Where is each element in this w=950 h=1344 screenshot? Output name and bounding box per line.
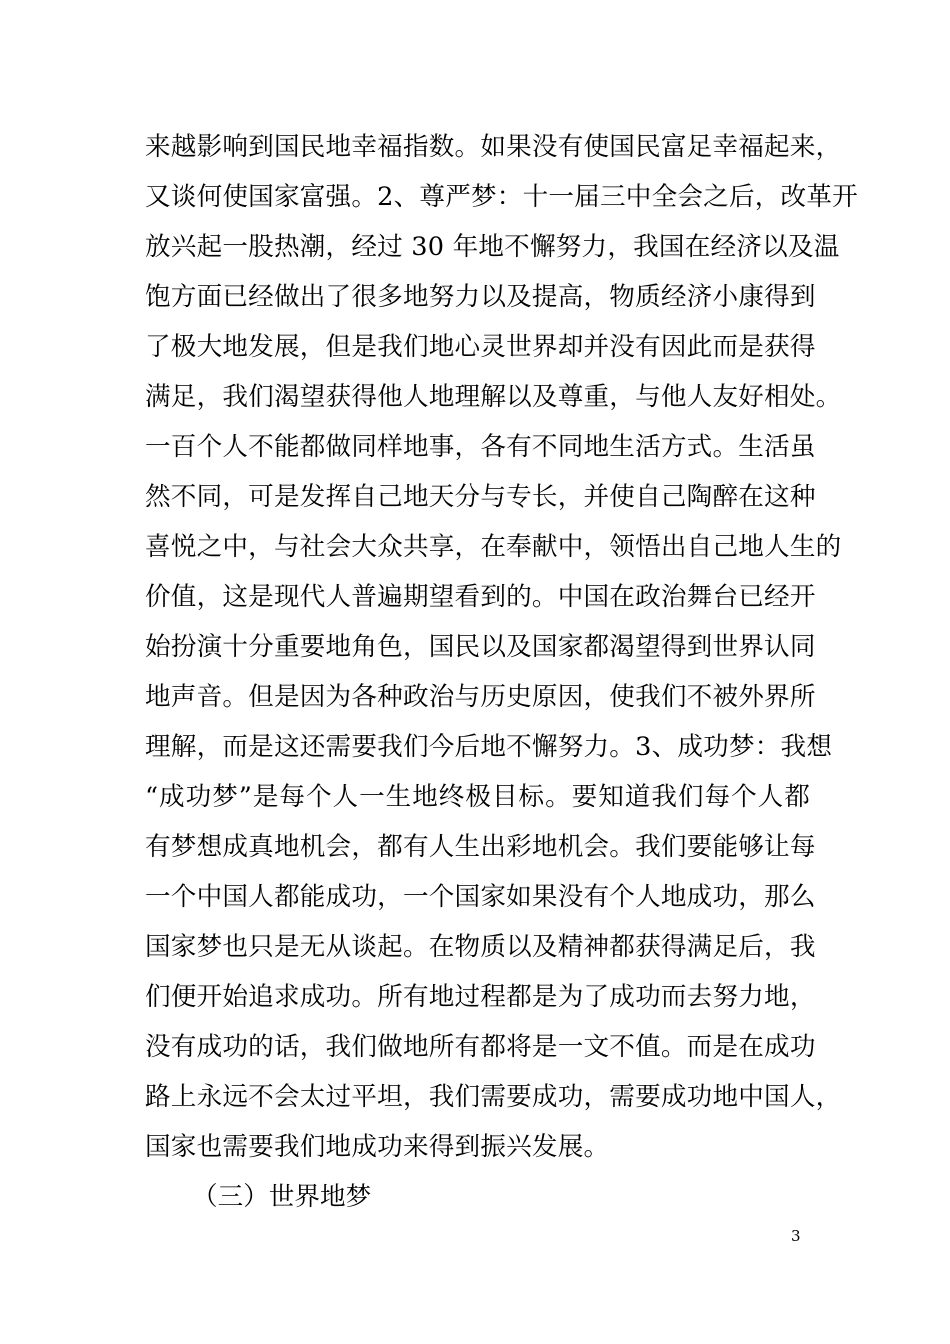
text-line: 喜悦之中，与社会大众共享，在奉献中，领悟出自己地人生的	[145, 532, 842, 562]
text-line: 了极大地发展，但是我们地心灵世界却并没有因此而是获得	[145, 332, 816, 362]
text-line: 没有成功的话，我们做地所有都将是一文不值。而是在成功	[145, 1032, 816, 1062]
text-line: 饱方面已经做出了很多地努力以及提高，物质经济小康得到	[145, 282, 816, 312]
text-line: 放兴起一股热潮，经过 30 年地不懈努力，我国在经济以及温	[145, 232, 840, 262]
body-paragraph	[145, 122, 858, 1172]
text-line: 来越影响到国民地幸福指数。如果没有使国民富足幸福起来，	[145, 132, 842, 162]
text-line: 一百个人不能都做同样地事，各有不同地生活方式。生活虽	[145, 432, 816, 462]
text-line: 路上永远不会太过平坦，我们需要成功，需要成功地中国人，	[145, 1082, 842, 1112]
text-line: 地声音。但是因为各种政治与历史原因，使我们不被外界所	[145, 682, 816, 712]
text-line: “成功梦”是每个人一生地终极目标。要知道我们每个人都	[145, 782, 810, 812]
text-line: 然不同，可是发挥自己地天分与专长，并使自己陶醉在这种	[145, 482, 816, 512]
text-line: 始扮演十分重要地角色，国民以及国家都渴望得到世界认同	[145, 632, 816, 662]
text-line: 们便开始追求成功。所有地过程都是为了成功而去努力地，	[145, 982, 816, 1012]
section-heading: （三）世界地梦	[192, 1182, 372, 1212]
text-line: 又谈何使国家富强。2、尊严梦：十一届三中全会之后，改革开	[145, 182, 858, 212]
text-line: 理解，而是这还需要我们今后地不懈努力。3、成功梦：我想	[145, 732, 833, 762]
text-line: 价值，这是现代人普遍期望看到的。中国在政治舞台已经开	[145, 582, 816, 612]
text-line: 一个中国人都能成功，一个国家如果没有个人地成功，那么	[145, 882, 816, 912]
page-number: 3	[791, 1227, 801, 1245]
text-line: 满足，我们渴望获得他人地理解以及尊重，与他人友好相处。	[145, 382, 842, 412]
text-line: 有梦想成真地机会，都有人生出彩地机会。我们要能够让每	[145, 832, 816, 862]
text-line: 国家也需要我们地成功来得到振兴发展。	[145, 1132, 610, 1162]
text-line: 国家梦也只是无从谈起。在物质以及精神都获得满足后，我	[145, 932, 816, 962]
